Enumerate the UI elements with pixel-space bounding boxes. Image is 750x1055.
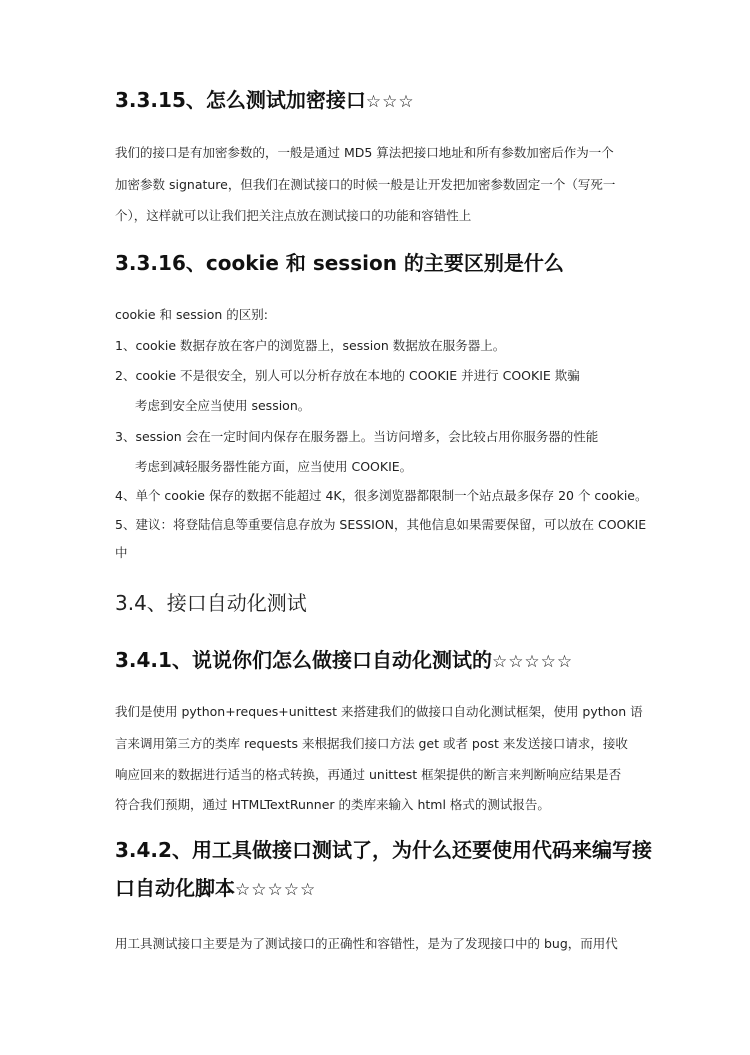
heading-3-3-15 — [115, 80, 645, 122]
list-item: 2、cookie 不是很安全，别人可以分析存放在本地的 COOKIE 并进行 COOKIE 欺骗 — [115, 368, 580, 383]
rating-stars: ☆☆☆☆☆ — [235, 880, 317, 900]
list-item-continuation: 考虑到安全应当使用 session。 — [135, 398, 311, 413]
heading-3-3-16 — [115, 243, 645, 283]
rating-stars: ☆☆☆☆☆ — [491, 652, 574, 672]
paragraph-line: 我们的接口是有加密参数的，一般是通过 MD5 算法把接口地址和所有参数加密后作为一个 — [115, 145, 614, 160]
heading-3-4-2-continued — [115, 868, 645, 910]
paragraph-line: 符合我们预期，通过 HTMLTextRunner 的类库来输入 html 格式的测试报告。 — [115, 797, 550, 812]
heading-text: 3.3.15、怎么测试加密接口 — [115, 88, 366, 112]
heading-3-4-1 — [115, 640, 645, 682]
paragraph-line: 个），这样就可以让我们把关注点放在测试接口的功能和容错性上 — [115, 208, 472, 223]
paragraph-line: 响应回来的数据进行适当的格式转换，再通过 unittest 框架提供的断言来判断响应结果是否 — [115, 767, 622, 782]
heading-text: 3.4.1、说说你们怎么做接口自动化测试的 — [115, 648, 492, 672]
list-item: 1、cookie 数据存放在客户的浏览器上，session 数据放在服务器上。 — [115, 338, 506, 353]
heading-3-4 — [115, 583, 645, 623]
heading-text: 3.4、接口自动化测试 — [115, 591, 307, 615]
paragraph-line: 言来调用第三方的类库 requests 来根据我们接口方法 get 或者 post 来发送接口请求，接收 — [115, 736, 628, 751]
list-item: 3、session 会在一定时间内保存在服务器上。当访问增多，会比较占用你服务器的性能 — [115, 429, 599, 444]
list-item-continuation: 考虑到减轻服务器性能方面，应当使用 COOKIE。 — [135, 459, 413, 474]
list-intro: cookie 和 session 的区别: — [115, 307, 268, 322]
list-item: 4、单个 cookie 保存的数据不能超过 4K，很多浏览器都限制一个站点最多保存 20 个 cookie。 — [115, 488, 648, 503]
heading-3-4-2 — [115, 830, 652, 870]
list-item-continuation: 中 — [115, 545, 128, 560]
list-item: 5、建议：将登陆信息等重要信息存放为 SESSION，其他信息如果需要保留，可以放在 COOKIE — [115, 517, 647, 532]
heading-text: 3.3.16、cookie 和 session 的主要区别是什么 — [115, 251, 564, 275]
heading-text: 3.4.2、用工具做接口测试了，为什么还要使用代码来编写接 — [115, 838, 652, 862]
paragraph-line: 加密参数 signature，但我们在测试接口的时候一般是让开发把加密参数固定一个（写死一 — [115, 177, 616, 192]
paragraph-line: 我们是使用 python+reques+unittest 来搭建我们的做接口自动化测试框架，使用 python 语 — [115, 704, 643, 719]
heading-text: 口自动化脚本 — [115, 876, 235, 900]
rating-stars: ☆☆☆ — [365, 92, 415, 112]
paragraph-line: 用工具测试接口主要是为了测试接口的正确性和容错性，是为了发现接口中的 bug，而用代 — [115, 936, 618, 951]
